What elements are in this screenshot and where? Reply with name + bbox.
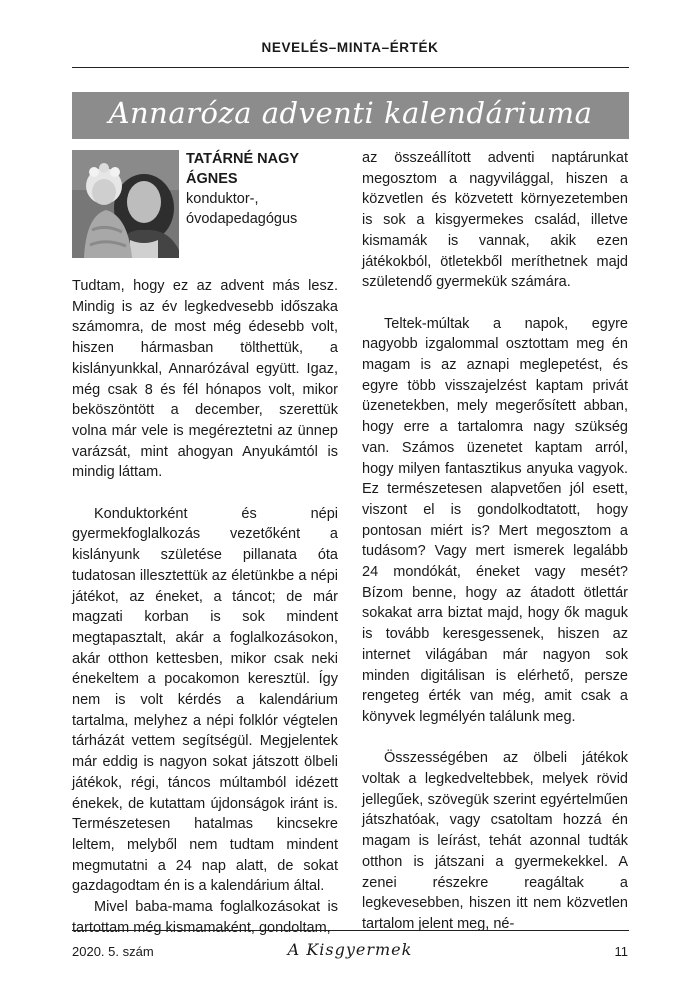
- paragraph: Mivel baba-mama foglalkozásokat is tartottam még kismamaként, gondoltam,: [72, 899, 338, 936]
- paragraph: Konduktorként és népi gyermekfoglalkozás vezetőként a kislányunk születése pillanata óta tudatosan illesztettük az életünkbe a népi játékot, az éneket, a táncot; de már magzati korban is sok mindent megtapasztalt, akár a foglalkozásokon, akár otthon kettesben, mikor csak neki énekeltem a pocakomon keresztül. Így nem is volt kérdés a kalendárium tartalma, melyhez a népi folklór végtelen tárházát vettem segítségül. Megjelentek már eddig is nagyon sokat játszott ölbeli játékok, régi, táncos múltamból idézett énekek, de kutattam újdonságok iránt is. Természetesen hatalmas kincsekre leltem, melyből nem tudtam mindent megmutatni a 24 nap alatt, de sokat gazdagodtam én is a kalendárium által.: [72, 505, 338, 895]
- author-photo: [72, 150, 179, 258]
- author-name: TATÁRNÉ NAGY ÁGNES: [186, 151, 299, 187]
- right-column: [362, 148, 628, 935]
- page-number: 11: [614, 944, 628, 959]
- left-column: [72, 276, 338, 938]
- author-byline: [186, 149, 346, 229]
- paragraph: Tudtam, hogy ez az advent más lesz. Mindig is az év legkedvesebb időszaka számomra, de most még édesebb volt, hiszen hármasban tölthettük, a kislányunkkal, Annarózával együtt. Igaz, még csak 8 és fél hónapos volt, mikor beköszöntött a december, szerettük volna már vele is megéreztetni az ünnep varázsát, mint ahogyan Anyukámtól is mindig láttam.: [72, 278, 338, 481]
- issue-label: 2020. 5. szám: [72, 944, 154, 959]
- paragraph: az összeállított adventi naptárunkat megosztom a nagyvilággal, hiszen a közvetlen és közvetett környezetemben is sok a kisgyermekes család, illetve kismamák is vannak, akik ezen játékokból, ötletekből meríthetnek majd születendő gyermekük számára.: [362, 150, 628, 291]
- magazine-name: A Kisgyermek: [287, 940, 413, 959]
- paragraph: Összességében az ölbeli játékok voltak a legkedveltebbek, melyek rövid jellegűek, szövegük szerint egyértelműen játszhatóak, vagy csatoltam hozzá én magam is leírást, tehát azonnal tudták otthon is játszani a gyermekekkel. A zenei részekre reagáltak a legkevesebben, hiszen itt nem közvetlen tartalom jelent meg, né-: [362, 750, 628, 932]
- article-title: Annaróza adventi kalendáriuma: [108, 96, 593, 130]
- header-rule: [72, 67, 629, 68]
- footer-rule: [72, 930, 629, 931]
- author-role: óvodapedagógus: [186, 211, 298, 227]
- running-header: NEVELÉS–MINTA–ÉRTÉK: [261, 40, 439, 55]
- title-band: [72, 92, 629, 139]
- paragraph: Teltek-múltak a napok, egyre nagyobb izgalommal osztottam meg én magam is az aznapi meglepetést, és egyre több visszajelzést kaptam privát üzenetekben, mely megerősített abban, hogy erre a tartalomra nagy szükség van. Számos üzenetet kaptam arról, hogy milyen fantasztikus anyuka vagyok. Ez természetesen alapvetően jól esett, viszont el is gondolkodtatott, hogy pontosan miért is? Mert megosztom a tudásom? Vagy mert ismerek legalább 24 mondókát, éneket vagy mesét? Bízom benne, hogy az átadott ötlettár sokakat arra biztat majd, hogy ők maguk is tovább keresgessenek, hiszen az internet világában már nagyon sok minden digitálisan is elérhető, persze rengeteg érték van még, amit csak a könyvek legmélyén találunk meg.: [362, 315, 628, 725]
- author-role: konduktor-,: [186, 191, 259, 207]
